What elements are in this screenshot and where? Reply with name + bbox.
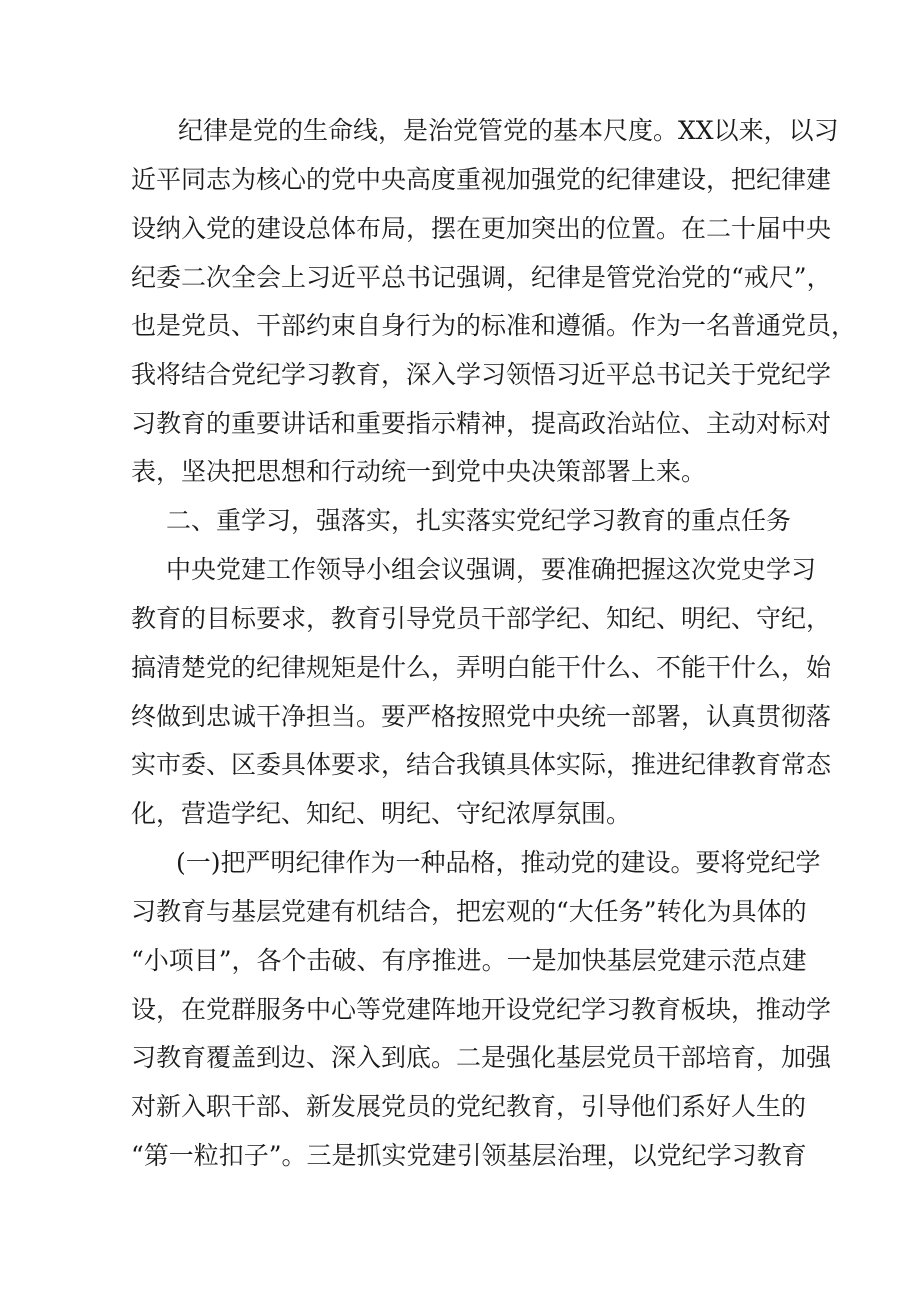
- paragraph-1-line-7: 习教育的重要讲话和重要指示精神，提高政治站位、主动对标对: [131, 409, 832, 438]
- paragraph-2-line-5: 实市委、区委具体要求，结合我镇具体实际，推进纪律教育常态: [131, 750, 832, 779]
- paragraph-2-line-2: 教育的目标要求，教育引导党员干部学纪、知纪、明纪、守纪，: [131, 604, 832, 633]
- paragraph-1-line-5: 也是党员、干部约束自身行为的标准和遵循。作为一名普通党员，: [131, 311, 857, 340]
- paragraph-1-line-3: 设纳入党的建设总体布局，摆在更加突出的位置。在二十届中央: [131, 214, 832, 243]
- paragraph-3-line-4: 设，在党群服务中心等党建阵地开设党纪学习教育板块，推动学: [131, 995, 832, 1024]
- section-heading: 二、重学习，强落实，扎实落实党纪学习教育的重点任务: [166, 506, 792, 535]
- paragraph-3-line-1: (一)把严明纪律作为一种品格，推动党的建设。要将党纪学: [176, 848, 821, 877]
- paragraph-1-line-2: 近平同志为核心的党中央高度重视加强党的纪律建设，把纪律建: [131, 165, 832, 194]
- paragraph-1-line-8: 表，坚决把思想和行动统一到党中央决策部署上来。: [131, 457, 707, 486]
- paragraph-3-line-7: “第一粒扣子”。三是抓实党建引领基层治理，以党纪学习教育: [131, 1141, 807, 1170]
- paragraph-2-line-1: 中央党建工作领导小组会议强调，要准确把握这次党史学习: [166, 555, 817, 584]
- paragraph-2-line-3: 搞清楚党的纪律规矩是什么，弄明白能干什么、不能干什么，始: [131, 653, 832, 682]
- paragraph-2-line-6: 化，营造学纪、知纪、明纪、守纪浓厚氛围。: [131, 799, 632, 828]
- paragraph-3-line-5: 习教育覆盖到边、深入到底。二是强化基层党员干部培育，加强: [131, 1043, 832, 1072]
- paragraph-3-line-2: 习教育与基层党建有机结合，把宏观的“大任务”转化为具体的: [131, 897, 807, 926]
- paragraph-1-line-4: 纪委二次全会上习近平总书记强调，纪律是管党治党的“戒尺”，: [131, 263, 832, 292]
- paragraph-1-line-1: 纪律是党的生命线，是治党管党的基本尺度。XX以来，以习: [178, 116, 839, 145]
- paragraph-1-line-6: 我将结合党纪学习教育，深入学习领悟习近平总书记关于党纪学: [131, 360, 832, 389]
- paragraph-2-line-4: 终做到忠诚干净担当。要严格按照党中央统一部署，认真贯彻落: [131, 702, 832, 731]
- paragraph-3-line-3: “小项目”，各个击破、有序推进。一是加快基层党建示范点建: [131, 946, 807, 975]
- paragraph-3-line-6: 对新入职干部、新发展党员的党纪教育，引导他们系好人生的: [131, 1092, 807, 1121]
